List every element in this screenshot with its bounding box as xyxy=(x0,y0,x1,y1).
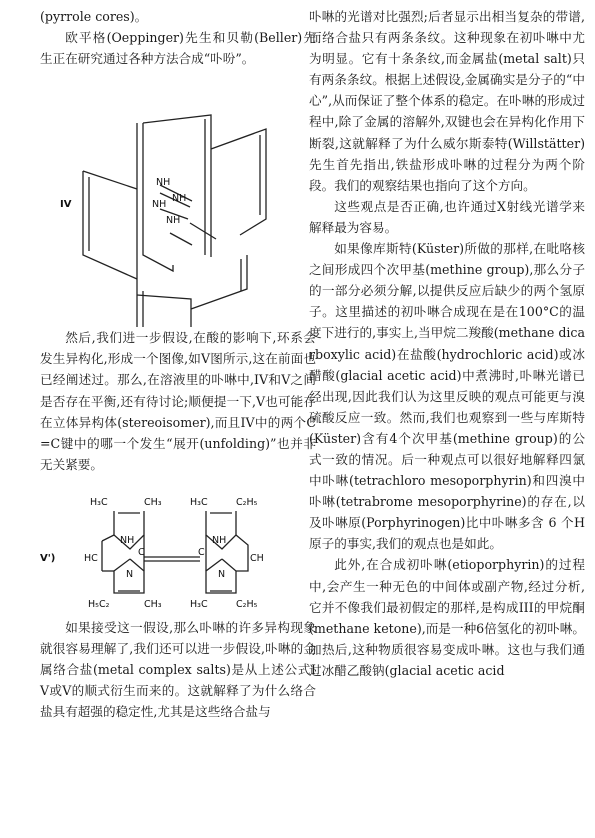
right-paragraph-1: 卟啉的光谱对比强烈;后者显示出相当复杂的带谱,而络合盐只有两条条纹。这种现象在初卟啉中尤为明显。它有十条条纹,而金属盐(metal salt)只有两条条纹。根据上述假设,金属确实是分子的“中心”,从而保证了整个体系的稳定。在卟啉的形成过程中,除了金属的溶解外,双键也会在异构化作用下断裂,这就解释了为什么威尔斯泰特(Willstätter)先生首先指出,铁盐形成卟啉的过程分为两个阶段。我们的观察结果也指向了这个方向。 xyxy=(309,9,585,193)
right-paragraph-3: 如果像库斯特(Küster)所做的那样,在吡咯核之间形成四个次甲基(methine group),那么分子的一部分必须分解,以提供反应后缺少的两个氢原子。这里描述的初卟啉合成现在是在100°C的温度下进行的,事实上,当甲烷二羧酸(methane dicarboxylic acid)在盐酸(hydrochloric acid)或冰醋酸(glacial acetic acid)中煮沸时,卟啉光谱已经出现,因此我们认为这里反映的观点可能更与溴硫酸反应一致。然而,我们也观察到一些与库斯特(Küster)含有4个次甲基(methine group)的公式一致的情况。后一种观点可以很好地解释四氯中卟啉(tetrachloro mesoporphyrin)和四溴中卟啉(tetrabrome mesoporphyrine)的存在,以及卟啉原(Porphyrinogen)比中卟啉多含 6 个H原子的事实,我们的观点也是如此。 xyxy=(309,241,585,552)
figure-v-ch3-top: CH₃ xyxy=(144,496,162,508)
figure-iv-nh-3: NH xyxy=(152,199,167,211)
figure-v-c2h5-top: C₂H₅ xyxy=(236,496,258,508)
figure-v-h3c-bottom-right: H₃C xyxy=(190,598,208,610)
figure-iv-nh-2: NH xyxy=(172,193,187,205)
figure-v-c-left: C xyxy=(138,546,145,558)
figure-v-hc: HC xyxy=(84,552,98,564)
left-column xyxy=(40,6,316,722)
figure-v-nh-right: NH xyxy=(212,534,227,546)
left-paragraph-0: (pyrrole cores)。 xyxy=(40,9,148,24)
figure-v-n-right: N xyxy=(218,568,226,580)
figure-v-h5c2-bottom-left: H₅C₂ xyxy=(88,598,110,610)
figure-iv-nh-1: NH xyxy=(156,177,171,189)
figure-iv xyxy=(40,69,316,327)
figure-v-nh-left: NH xyxy=(120,534,135,546)
figure-iv-label: IV xyxy=(60,199,72,211)
right-paragraph-2: 这些观点是否正确,也许通过X射线光谱学来解释最为容易。 xyxy=(309,198,585,235)
left-paragraph-2: 然后,我们进一步假设,在酸的影响下,环系会发生异构化,形成一个图像,如V图所示,这在前面也已经阐述过。那么,在溶液里的卟啉中,IV和V之间是否存在平衡,还有待讨论;顺便提一下,V也可能存在立体异构体(stereoisomer),而且IV中的两个C=C键中的哪一个发生“展开(unfolding)”也并非无关紧要。 xyxy=(40,330,316,472)
left-paragraph-3: 如果接受这一假设,那么卟啉的许多异构现象就很容易理解了,我们还可以进一步假设,卟啉的金属络合盐(metal complex salts)是从上述公式IV或V的顺式衍生而来的。这就解释了为什么络合盐具有超强的稳定性,尤其是这些络合盐与 xyxy=(40,619,316,720)
figure-v-ch: CH xyxy=(250,552,264,564)
left-paragraph-1: 欧平格(Oeppinger)先生和贝勒(Beller)先生正在研究通过各种方法合成“卟吩”。 xyxy=(40,30,316,67)
right-paragraph-4: 此外,在合成初卟啉(etioporphyrin)的过程中,会产生一种无色的中间体或副产物,经过分析,它并不像我们最初假定的那样,是构成III的甲烷酮(methane ketone),而是一种6倍氢化的初卟啉。加热后,这种物质很容易变成卟啉。这也与我们通过冰醋乙酸钠(glacial acetic acid xyxy=(309,557,585,678)
figure-iv-diagram xyxy=(40,69,316,327)
figure-v-h3c-top-right: H₃C xyxy=(190,496,208,508)
figure-v-ch3-bottom: CH₃ xyxy=(144,598,162,610)
figure-v-diagram xyxy=(40,475,316,617)
figure-v xyxy=(40,475,316,617)
right-column xyxy=(309,6,585,681)
figure-v-c-right: C xyxy=(198,546,205,558)
figure-iv-nh-4: NH xyxy=(166,215,181,227)
figure-v-n-left: N xyxy=(126,568,134,580)
figure-v-h3c-top-left: H₃C xyxy=(90,496,108,508)
figure-v-label: V') xyxy=(40,552,56,564)
figure-v-c2h5-bottom: C₂H₅ xyxy=(236,598,258,610)
